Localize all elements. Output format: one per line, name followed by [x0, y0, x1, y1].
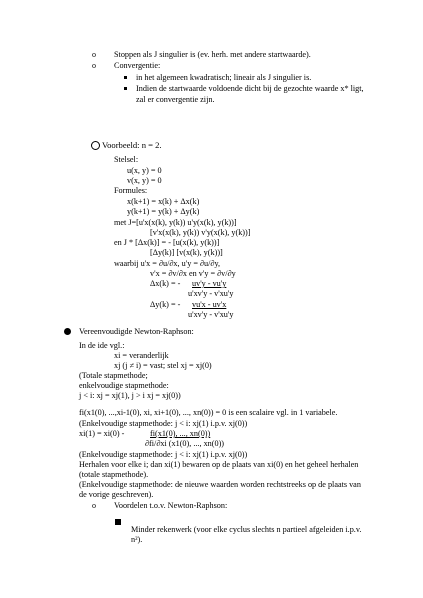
fraction-denominator: u'xv'y - v'xu'y: [188, 310, 234, 319]
list-item: in het algemeen kwadratisch; lineair als J singulier is.: [136, 73, 312, 82]
equation: v'x = ∂v/∂x en v'y = ∂v/∂y: [150, 269, 236, 278]
fraction-numerator: fi(x1(0), ..., xn(0)): [150, 429, 211, 438]
text: Herhalen voor elke i; dan xi(1) bewaren op de plaats van xi(0) en het geheel herhalen: [79, 460, 359, 469]
bullet-dot: [64, 328, 71, 335]
text: In de ide vgl.:: [79, 341, 125, 350]
equation: met J=[u'x(x(k), y(k)) u'y(x(k), y(k))]: [114, 218, 237, 227]
list-item: Convergentie:: [114, 61, 161, 70]
text: Stelsel:: [114, 155, 139, 164]
list-item: Minder rekenwerk (voor elke cyclus slechts n partieel afgeleiden i.p.v.: [131, 525, 362, 534]
text: xj (j ≠ i) = vast; stel xj = xj(0): [114, 361, 212, 370]
text: (Enkelvoudige stapmethode: j < i: xj(1) i.p.v. xj(0)): [79, 450, 248, 459]
text: Formules:: [114, 186, 148, 195]
text: enkelvoudige stapmethode:: [79, 381, 169, 390]
equation: Δx(k) = -: [150, 279, 181, 288]
text: fi(x1(0), ...,xi-1(0), xi, xi+1(0), ..., xn(0)) = 0 is een scalaire vgl. in 1 variabele.: [79, 408, 338, 417]
text: (Totale stapmethode;: [79, 371, 148, 380]
fraction-denominator: u'xv'y - v'xu'y: [188, 289, 234, 298]
fraction-denominator: ∂fi/∂xi (x1(0), ..., xn(0)): [145, 439, 225, 448]
fraction-numerator: uv'y - vu'y: [192, 279, 227, 288]
bullet-circle: [91, 141, 100, 150]
text: (Enkelvoudige stapmethode: de nieuwe waarden worden rechtstreeks op de plaats van: [79, 480, 361, 489]
list-item: Voordelen t.o.v. Newton-Raphson:: [114, 501, 228, 510]
list-item: zal er convergentie zijn.: [136, 95, 215, 104]
equation: x(k+1) = x(k) + Δx(k): [127, 197, 200, 206]
equation: [Δy(k)] [v(x(k), y(k))]: [150, 248, 223, 257]
text: de vorige geschreven).: [79, 490, 154, 499]
equation: Δy(k) = -: [150, 300, 181, 309]
bullet-square: [124, 76, 127, 79]
fraction-numerator: vu'x - uv'x: [192, 300, 227, 309]
list-item: n²).: [131, 535, 143, 544]
bullet-o-1: o: [92, 50, 96, 59]
equation: [v'x(x(k), y(k)) v'y(x(k), y(k))]: [150, 228, 251, 237]
equation: xi(1) = xi(0) -: [79, 429, 125, 438]
bullet-o-2: o: [92, 61, 96, 70]
list-item: Indien de startwaarde voldoende dicht bij de gezochte waarde x* ligt,: [136, 84, 364, 93]
equation: en J * [Δx(k)] = - [u(x(k), y(k))]: [114, 238, 220, 247]
bullet-square-large: [115, 519, 121, 525]
list-item: Stoppen als J singulier is (ev. herh. met andere startwaarde).: [114, 50, 311, 59]
text: j < i: xj = xj(1), j > i xj = xj(0)): [79, 391, 181, 400]
text: (Enkelvoudige stapmethode: j < i: xj(1) i.p.v. xj(0)): [79, 419, 248, 428]
example-title: Voorbeeld: n = 2.: [102, 140, 162, 150]
bullet-square: [124, 87, 127, 90]
text: (totale stapmethode).: [79, 470, 149, 479]
bullet-o-3: o: [92, 501, 96, 510]
section-title: Vereenvoudigde Newton-Raphson:: [79, 327, 194, 336]
equation: y(k+1) = y(k) + Δy(k): [127, 207, 200, 216]
text: xi = veranderlijk: [114, 351, 169, 360]
equation: u(x, y) = 0: [127, 166, 162, 175]
equation: v(x, y) = 0: [127, 176, 162, 185]
equation: waarbij u'x = ∂u/∂x, u'y = ∂u/∂y,: [114, 259, 221, 268]
